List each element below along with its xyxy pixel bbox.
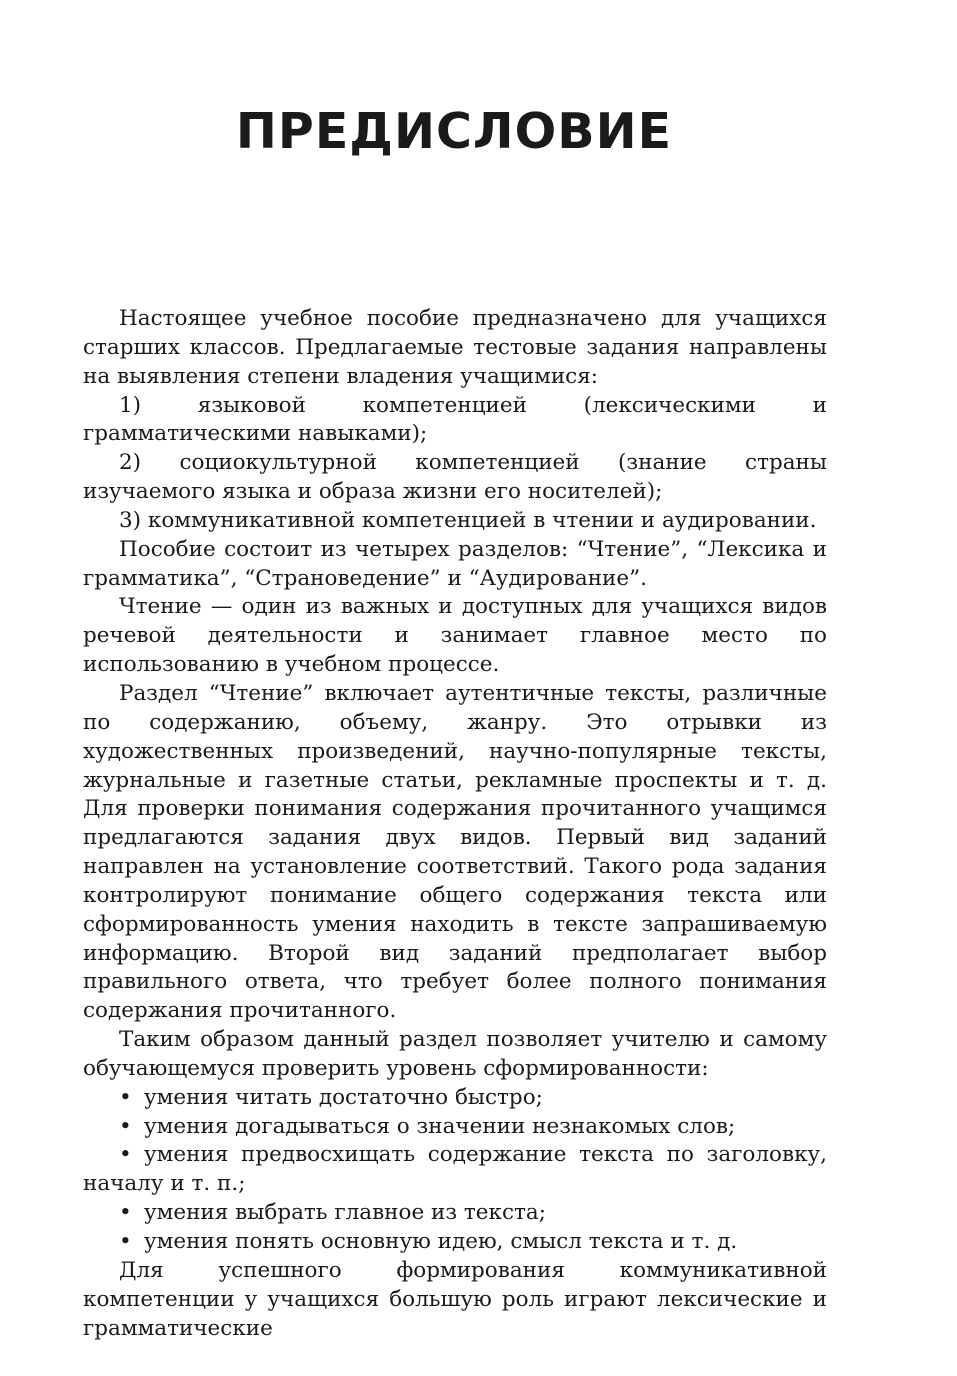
paragraph: 1) языковой компетенцией (лексическими и грамматическими навыками); (83, 392, 827, 447)
page-body (83, 305, 827, 1343)
bullet-text: умения читать достаточно быстро; (144, 1084, 543, 1110)
bullet-icon: • (119, 1113, 132, 1139)
bullet-item (83, 1113, 827, 1142)
paragraph: Раздел “Чтение” включает аутентичные тексты, различные по содержанию, объему, жанру. Это отрывки из художественных произведений, научно-популярные тексты, журнальные и газетные статьи, рекламные проспекты и т. д. Для проверки понимания содержания прочитанного учащимся предлагаются задания двух видов. Первый вид заданий направлен на установление соответствий. Такого рода задания контролируют понимание общего содержания текста или сформированность умения находить в тексте запрашиваемую информацию. Второй вид заданий предполагает выбор правильного ответа, что требует более полного понимания содержания прочитанного. (83, 680, 827, 1024)
paragraph: Пособие состоит из четырех разделов: “Чтение”, “Лексика и грамматика”, “Страноведение” и “Аудирование”. (83, 536, 827, 591)
bullet-icon: • (119, 1229, 132, 1254)
paragraph: Чтение — один из важных и доступных для учащихся видов речевой деятельности и занимает главное место по использованию в учебном процессе. (83, 594, 827, 678)
paragraph: Настоящее учебное пособие предназначено для учащихся старших классов. Предлагаемые тестовые задания направлены на выявления степени владения учащимися: (83, 306, 827, 389)
bullet-item (83, 1199, 827, 1228)
bullet-icon: • (119, 1142, 132, 1168)
bullet-icon: • (119, 1084, 132, 1110)
bullet-item (83, 1084, 827, 1113)
bullet-text: умения предвосхищать содержание текста по заголовку, началу и т. п.; (83, 1142, 827, 1197)
paragraph: Таким образом данный раздел позволяет учителю и самому обучающемуся проверить уровень сформированности: (83, 1027, 827, 1081)
paragraph: 3) коммуникативной компетенцией в чтении и аудировании. (119, 507, 817, 533)
bullet-text: умения выбрать главное из текста; (144, 1200, 546, 1226)
bullet-item (83, 1228, 827, 1257)
bullet-text: умения понять основную идею, смысл текста и т. д. (144, 1229, 738, 1254)
paragraph: 2) социокультурной компетенцией (знание страны изучаемого языка и образа жизни его носителей); (83, 450, 827, 505)
paragraph-closing: Для успешного формирования коммуникативной компетенции у учащихся большую роль играют лексические и грамматические (83, 1257, 827, 1341)
bullet-item (83, 1141, 827, 1199)
page-title: ПРЕДИСЛОВИЕ (235, 103, 673, 160)
bullet-text: умения догадываться о значении незнакомых слов; (144, 1113, 736, 1139)
bullet-icon: • (119, 1200, 132, 1226)
